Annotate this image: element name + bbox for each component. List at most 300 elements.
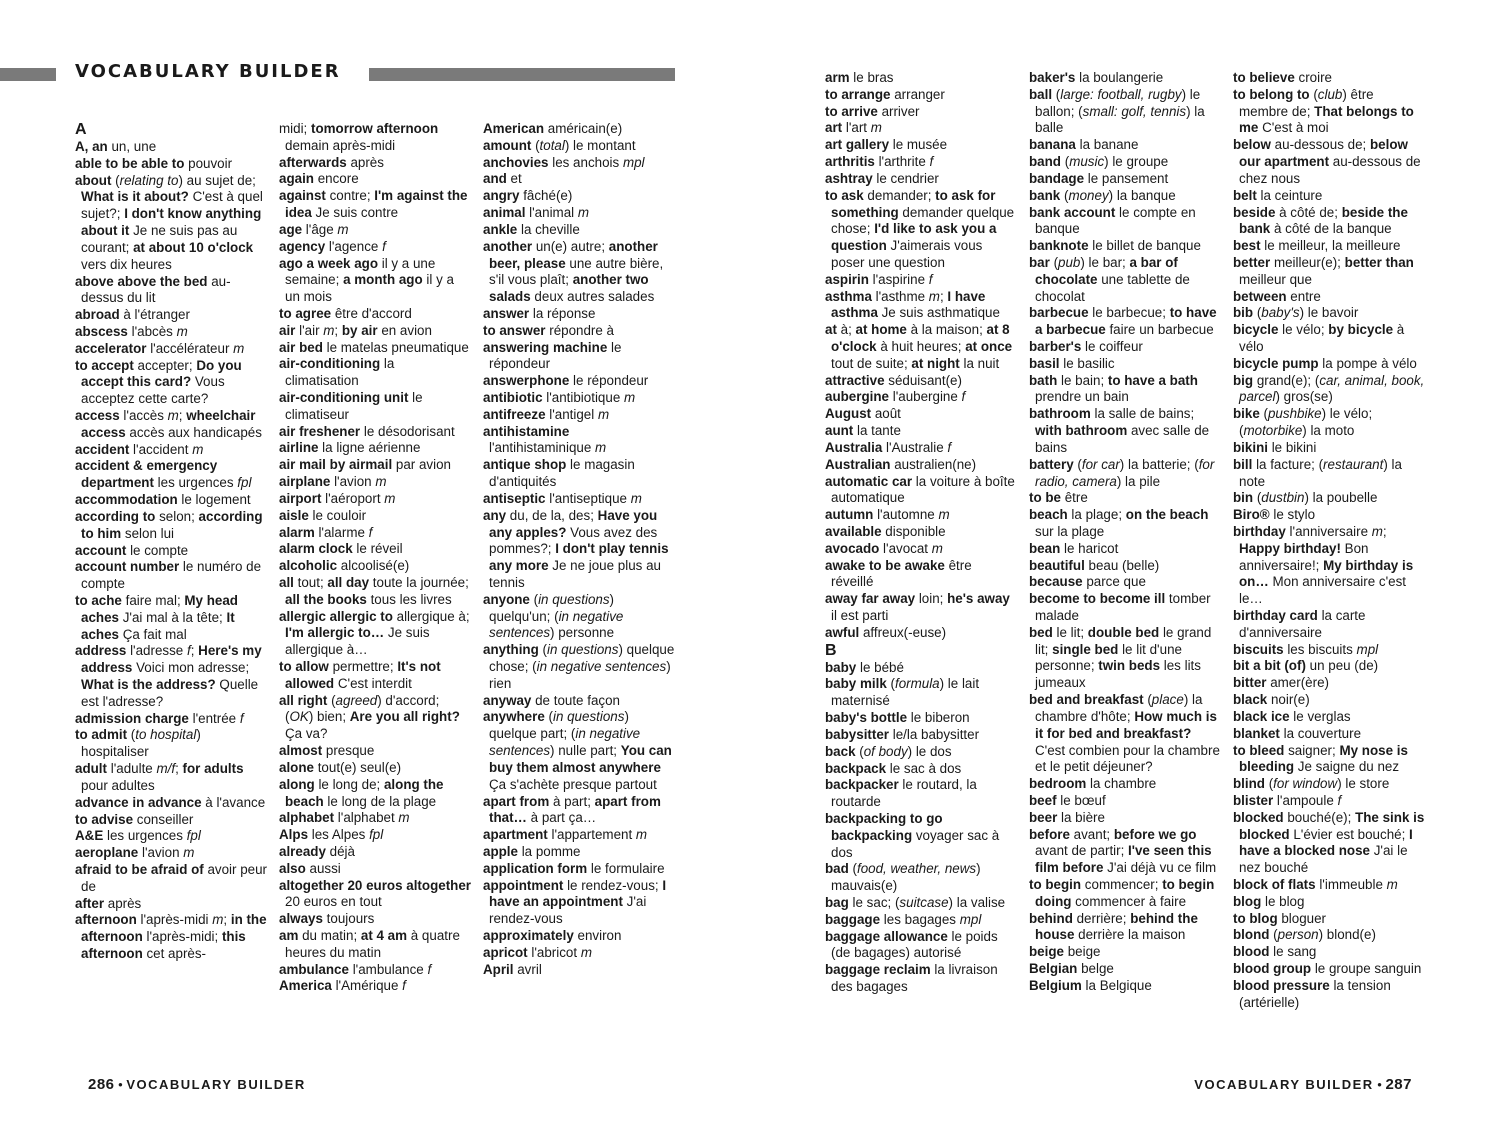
translation: faire un barbecue [1105,322,1214,338]
headword: by bicycle [1328,322,1394,338]
headword: to allow [279,659,329,674]
headword: age [279,221,303,237]
translation: parce que [1082,574,1146,590]
headword: to be awake [868,557,945,573]
headword: animal [483,205,526,221]
headword: back [825,743,856,759]
headword: I don't play tennis any more [489,541,669,574]
dictionary-entry [483,642,675,692]
translation: ) la balle [1035,103,1205,136]
headword: American [483,121,545,136]
translation: la plage; [1067,507,1126,523]
translation: bloguer [1277,910,1327,926]
dictionary-column-3 [483,121,675,978]
dictionary-entry [1029,625,1221,692]
dictionary-entry [1029,255,1221,305]
translation: le compte en banque [1035,204,1196,237]
headword: away [825,591,858,607]
translation: à la maison; [906,322,987,338]
translation: les anchois [548,154,623,170]
headword: in advance [132,794,202,810]
translation: C'est interdit [334,675,412,691]
headword: to believe [1233,70,1295,85]
headword: babysitter [825,726,889,742]
footer-label-right: VOCABULARY BUILDER [1194,1077,1374,1092]
translation: ( [848,861,857,877]
translation: ) le lait maternisé [831,676,980,709]
dictionary-entry [483,222,675,239]
grammar-note: to hospital [135,727,197,743]
headword: to arrange [825,86,891,102]
headword: at about 10 o'clock [133,239,254,255]
dictionary-entry [825,761,1017,778]
translation: à quatre heures du matin [285,928,460,960]
headword: alarm clock [279,541,353,557]
footer-right [1194,1076,1412,1093]
translation: ) la poubelle [1304,490,1378,506]
headword: black ice [1233,708,1290,724]
translation: l'après-midi [136,912,213,928]
dictionary-entry [1233,322,1425,356]
translation: allergique à; [392,608,470,624]
headword: blood group [1233,961,1312,977]
translation: derrière; [1072,910,1131,926]
translation: le musée [889,137,948,153]
headword: tomorrow afternoon [311,121,439,136]
grammar-note: for radio, camera [1035,456,1215,489]
translation: la pompe à vélo [1318,355,1417,371]
dictionary-entry [75,156,267,173]
dictionary-entry [483,390,675,407]
translation: demander quelque chose; [831,204,1015,237]
dictionary-entry [75,812,267,829]
translation: tout de suite; [831,355,912,371]
translation: ( [1269,927,1278,943]
dictionary-entry [1029,490,1221,507]
dictionary-entry [483,424,675,458]
translation: l'air [295,322,324,338]
headword: allergic to [329,608,393,624]
translation: ( [1060,187,1069,203]
translation: Bon anniversaire!; [1239,540,1369,573]
translation: l'aspirine [868,271,929,287]
dictionary-entry [483,962,675,979]
translation: croire [1294,70,1332,85]
headword: band [1029,154,1061,170]
translation: l'art [842,120,871,136]
dictionary-entry [1029,339,1221,356]
headword: Do you accept this card? [81,357,242,390]
translation: cet après- [142,946,207,961]
headword: art [825,120,843,136]
headword: antifreeze [483,406,546,422]
translation: ; [1382,523,1387,539]
grammar-note: motorbike [1243,423,1303,439]
headword: far away [861,591,916,607]
translation: un(e) autre; [532,238,609,254]
dictionary-column-2 [279,121,471,995]
translation: par avion [392,457,451,473]
translation: ) la note [1239,456,1402,489]
dictionary-entry [1029,961,1221,978]
headword: avocado [825,540,880,556]
headword: ankle [483,221,518,237]
translation: ( [531,137,540,153]
headword: apartment [483,827,548,843]
headword: and [483,171,507,187]
headword: beach [1029,507,1068,523]
headword: at 4 am [360,928,408,943]
translation: tous les livres [366,591,452,607]
translation: la nuit [959,355,1000,371]
grammar-note: m [597,406,610,422]
headword: backpacker [825,777,899,793]
grammar-note: pushbike [1267,406,1322,422]
translation: à l'étranger [119,307,190,323]
dictionary-entry [279,508,471,525]
grammar-note: in negative sentences [489,726,641,759]
dictionary-entry [1233,894,1425,911]
headword: in the afternoon [81,912,267,945]
headword: ashtray [825,170,873,186]
headword: abroad [75,307,120,323]
headword: behind [1029,910,1073,926]
translation: le formulaire [587,860,665,876]
translation: être réveillé [831,557,972,590]
dictionary-entry [483,844,675,861]
dictionary-entry [1029,558,1221,575]
grammar-note: baby's [1261,305,1300,321]
headword: another [483,238,533,254]
headword: access [75,408,120,423]
dictionary-entry [75,173,267,274]
dictionary-entry [279,390,471,424]
dictionary-entry [1233,507,1425,524]
dictionary-column-6 [1233,70,1425,1012]
translation: ) la banque [1108,187,1176,203]
dictionary-entry [1029,810,1221,827]
headword: It's not allowed [285,659,441,691]
translation: voyager sac à dos [831,827,1000,860]
dictionary-entry [279,861,471,878]
headword: August [825,406,872,422]
headword: The sink is blocked [1239,809,1425,842]
dictionary-entry [825,777,1017,811]
dictionary-entry [1233,205,1425,239]
translation: l'ampoule [1273,792,1338,808]
headword: anyway [483,692,532,708]
dictionary-entry [1029,356,1221,373]
dictionary-entry [1233,406,1425,440]
translation: Je suis allergique à… [285,625,430,658]
headword: beige [1029,944,1064,960]
translation: être d'accord [331,305,412,321]
headword: all right [279,692,328,708]
translation: le biberon [907,710,970,726]
translation: meilleur(e); [1270,254,1345,270]
headword: barbecue [1029,305,1089,321]
dictionary-entry [483,155,675,172]
dictionary-entry [75,727,267,761]
headword: below [1233,137,1271,153]
grammar-note: m [176,323,188,339]
dictionary-entry [1029,877,1221,911]
headword: bike [1233,406,1260,422]
translation: avoir peur de [81,861,267,894]
headword: by air [341,322,378,338]
translation: Mon anniversaire c'est le… [1239,574,1407,607]
dictionary-entry [1233,188,1425,205]
dictionary-entry [825,962,1017,996]
translation: la salle de bains; [1090,406,1195,422]
translation: selon; [155,508,199,524]
translation: le long de; [314,776,384,792]
headword: bib [1233,305,1254,321]
translation: contre; [325,188,375,204]
grammar-note: for car [1081,456,1120,472]
translation: ( [1309,86,1318,102]
translation: ) le montant [564,137,636,153]
dictionary-entry [75,862,267,896]
dictionary-entry [1233,911,1425,928]
headword: ago [279,255,303,271]
translation: le bras [849,70,894,85]
headword: account number [75,559,180,575]
translation: la banane [1075,137,1139,153]
headword: arthritis [825,154,875,170]
translation: l'arthrite [874,154,930,170]
translation: ) la valise [948,895,1006,910]
translation: ( [1049,254,1059,270]
headword: bill [1233,456,1253,472]
headword: below our apartment [1239,137,1408,170]
dictionary-entry [825,524,1017,541]
translation: le rendez-vous; [563,877,663,893]
headword: to arrive [825,103,878,119]
translation: le blog [1261,893,1305,909]
grammar-note: fpl [369,827,384,843]
headword: beside [1233,204,1276,220]
translation: au-dessous de; [1270,137,1370,153]
dictionary-entry [1233,457,1425,491]
headword: all [279,574,294,590]
dictionary-entry [1233,877,1425,894]
headword: It aches [81,609,235,642]
translation: ( [1264,776,1274,792]
headword: to be [1029,490,1061,506]
translation: il y a un mois [285,272,454,305]
footer-separator-right: • [1373,1077,1386,1092]
translation: à part; [549,793,595,809]
headword: Biro® [1233,507,1270,523]
translation: un, une [107,139,157,154]
translation: avant; [1069,826,1114,842]
translation: Ça s'achète presque partout [489,776,657,792]
translation: au-dessous de chez nous [1239,154,1421,186]
dictionary-entry [1233,70,1425,87]
headword: basil [1029,355,1060,371]
headword: ball [1029,86,1053,102]
translation: à l'avance [201,794,266,810]
dictionary-entry [1233,255,1425,289]
translation: ; [190,643,199,659]
translation: grand(e); ( [1253,372,1320,388]
headword: Are you all right? [349,709,460,725]
headword: bicycle [1233,322,1279,338]
translation: ) le dos [907,743,952,759]
dictionary-entry [279,928,471,962]
translation: 20 euros en tout [285,894,382,910]
translation: le meilleur, la meilleure [1260,238,1401,254]
headword: 20 euros altogether [347,877,471,893]
translation: l'appartement [547,827,636,843]
dictionary-entry [825,171,1017,188]
translation: l'avocat [879,540,932,556]
section-letter: A [75,121,87,138]
translation: L'évier est bouché; [1289,826,1410,842]
translation: ( [886,676,895,692]
headword: to ask for something [831,187,996,220]
headword: bandage [1029,170,1085,186]
translation: les urgences [153,475,238,491]
dictionary-entry [279,491,471,508]
headword: ambulance [279,961,349,977]
headword: application form [483,860,588,876]
grammar-note: m [1386,877,1398,892]
translation: l'après-midi; [142,929,222,945]
dictionary-entry [1029,692,1221,776]
headword: My nose is bleeding [1239,742,1408,775]
headword: all the books [285,591,367,607]
dictionary-entry [279,810,471,827]
headword: big [1233,372,1254,388]
translation: le réveil [352,541,403,557]
dictionary-entry [1029,978,1221,995]
headword: address [75,643,127,659]
dictionary-entry [279,609,471,659]
headword: I'm allergic to… [285,625,385,641]
headword: air-conditioning [279,356,381,372]
dictionary-entry [279,474,471,491]
headword: airplane [279,474,331,490]
translation: J'ai déjà vu ce film [1103,860,1217,876]
translation: le sang [1269,944,1317,960]
dictionary-entry [1029,911,1221,945]
headword: apart from [483,793,550,809]
grammar-note: m/f [156,761,176,777]
headword: with bathroom [1035,423,1128,439]
translation: ) le vélo; ( [1239,406,1373,439]
headword: birthday card [1233,608,1318,623]
translation: la chambre [1086,776,1157,792]
translation: le lit d'une personne; [1035,641,1182,674]
dictionary-entry [825,861,1017,895]
dictionary-entry [1029,574,1221,591]
headword: better [1233,254,1271,270]
headword: You can buy them almost anywhere [489,743,672,775]
translation: meilleur que [1239,271,1312,287]
translation: le sac à dos [886,760,962,776]
dictionary-entry [279,457,471,474]
headword: bin [1233,490,1254,506]
translation: J'aimerais vous poser une question [831,238,983,270]
headword: to begin doing [1035,877,1215,909]
translation: ) la moto [1302,423,1355,439]
dictionary-entry [279,340,471,357]
grammar-note: m [938,507,950,523]
translation: l'adresse [126,643,187,659]
grammar-note: m [337,221,349,237]
translation: saigner; [1284,742,1340,758]
translation: la ligne aérienne [318,440,421,456]
translation: l'âge [302,221,338,237]
translation: pour adultes [81,777,155,793]
dictionary-entry [1233,776,1425,793]
headword: baker's [1029,70,1076,85]
dictionary-entry [1233,793,1425,810]
headword: answering machine [483,339,608,355]
headword: any [483,507,507,523]
headword: biscuits [1233,641,1284,657]
headword: beside the bank [1239,204,1408,237]
grammar-note: of body [863,743,908,759]
translation: le numéro de compte [81,559,262,592]
dictionary-entry [825,660,1017,677]
translation: ) nulle part; [550,743,621,759]
dictionary-entry [483,491,675,508]
grammar-note: car, animal, book, parcel [1239,372,1425,405]
dictionary-entry [1233,238,1425,255]
headword: available [825,523,882,539]
translation: après [346,154,384,170]
translation: à côté de la banque [1270,221,1392,237]
dictionary-entry [825,373,1017,390]
translation: la pomme [517,843,581,859]
grammar-note: m [928,288,940,304]
grammar-note: m [192,441,204,457]
dictionary-entry [279,356,471,390]
translation: le grand lit; [1035,624,1212,657]
headword: at night [911,355,960,371]
headword: belt [1233,187,1257,203]
dictionary-entry [1233,692,1425,709]
translation: le compte [126,542,189,558]
grammar-note: restaurant [1323,456,1384,472]
dictionary-entry [279,424,471,441]
translation: ; [223,912,231,928]
translation: aussi [305,860,341,876]
translation: belge [1077,961,1114,977]
dictionary-entry [825,625,1017,642]
translation: le cendrier [872,170,939,186]
grammar-note: m [580,944,592,960]
translation: l'antiseptique [545,490,631,506]
headword: afternoon [75,912,137,928]
headword: between [1233,288,1287,304]
dictionary-entry [825,272,1017,289]
headword: agency [279,238,326,254]
headword: to ache [75,592,122,608]
grammar-note: food, weather, news [857,861,977,877]
translation: ) personne [550,625,615,641]
translation: l'asthme [871,288,929,304]
translation: ) le store [1337,776,1390,792]
translation: entre [1286,288,1321,304]
headword: he's away [947,591,1010,607]
translation: le poids (de bagages) autorisé [831,928,998,961]
dictionary-entry [483,592,675,642]
headword: to ask [825,187,864,203]
